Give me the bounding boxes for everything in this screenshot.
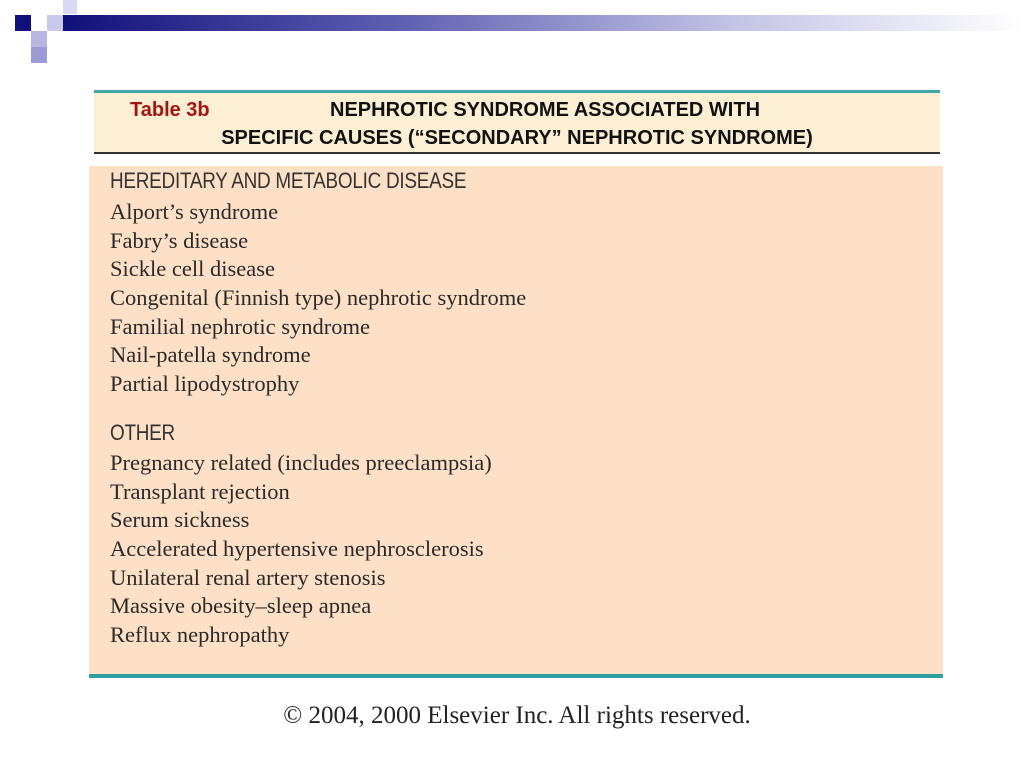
top-gradient-bar: [63, 15, 1024, 31]
list-item: Accelerated hypertensive nephrosclerosis: [110, 536, 484, 561]
list-item: Transplant rejection: [110, 479, 290, 504]
corner-square-decoration: [63, 0, 77, 14]
corner-square-decoration: [47, 15, 63, 31]
table-title-part-1: NEPHROTIC SYNDROME ASSOCIATED WITH: [330, 99, 761, 121]
list-item: Sickle cell disease: [110, 256, 275, 281]
list-item: Partial lipodystrophy: [110, 371, 300, 396]
corner-square-decoration: [31, 47, 47, 63]
table-body: [89, 166, 943, 678]
corner-square-decoration: [31, 31, 47, 47]
title-line-1: [94, 97, 940, 123]
list-item: Unilateral renal artery stenosis: [110, 565, 386, 590]
table-title-block: [94, 90, 940, 154]
list-item: Nail-patella syndrome: [110, 342, 311, 367]
list-item: Reflux nephropathy: [110, 622, 290, 647]
section-heading-hereditary: HEREDITARY AND METABOLIC DISEASE: [110, 168, 467, 193]
table-label: Table 3b: [130, 99, 210, 121]
section-heading-other: OTHER: [110, 420, 175, 445]
list-item: Congenital (Finnish type) nephrotic syndrome: [110, 285, 527, 310]
list-item: Alport’s syndrome: [110, 199, 279, 224]
list-item: Serum sickness: [110, 507, 250, 532]
list-item: Massive obesity–sleep apnea: [110, 593, 372, 618]
copyright-notice: © 2004, 2000 Elsevier Inc. All rights reserved.: [283, 702, 751, 729]
table-title-part-2: SPECIFIC CAUSES (“SECONDARY” NEPHROTIC SYNDROME): [221, 127, 813, 149]
corner-square-decoration: [15, 15, 31, 31]
list-item: Familial nephrotic syndrome: [110, 314, 370, 339]
list-item: Fabry’s disease: [110, 228, 249, 253]
list-item: Pregnancy related (includes preeclampsia): [110, 450, 492, 475]
